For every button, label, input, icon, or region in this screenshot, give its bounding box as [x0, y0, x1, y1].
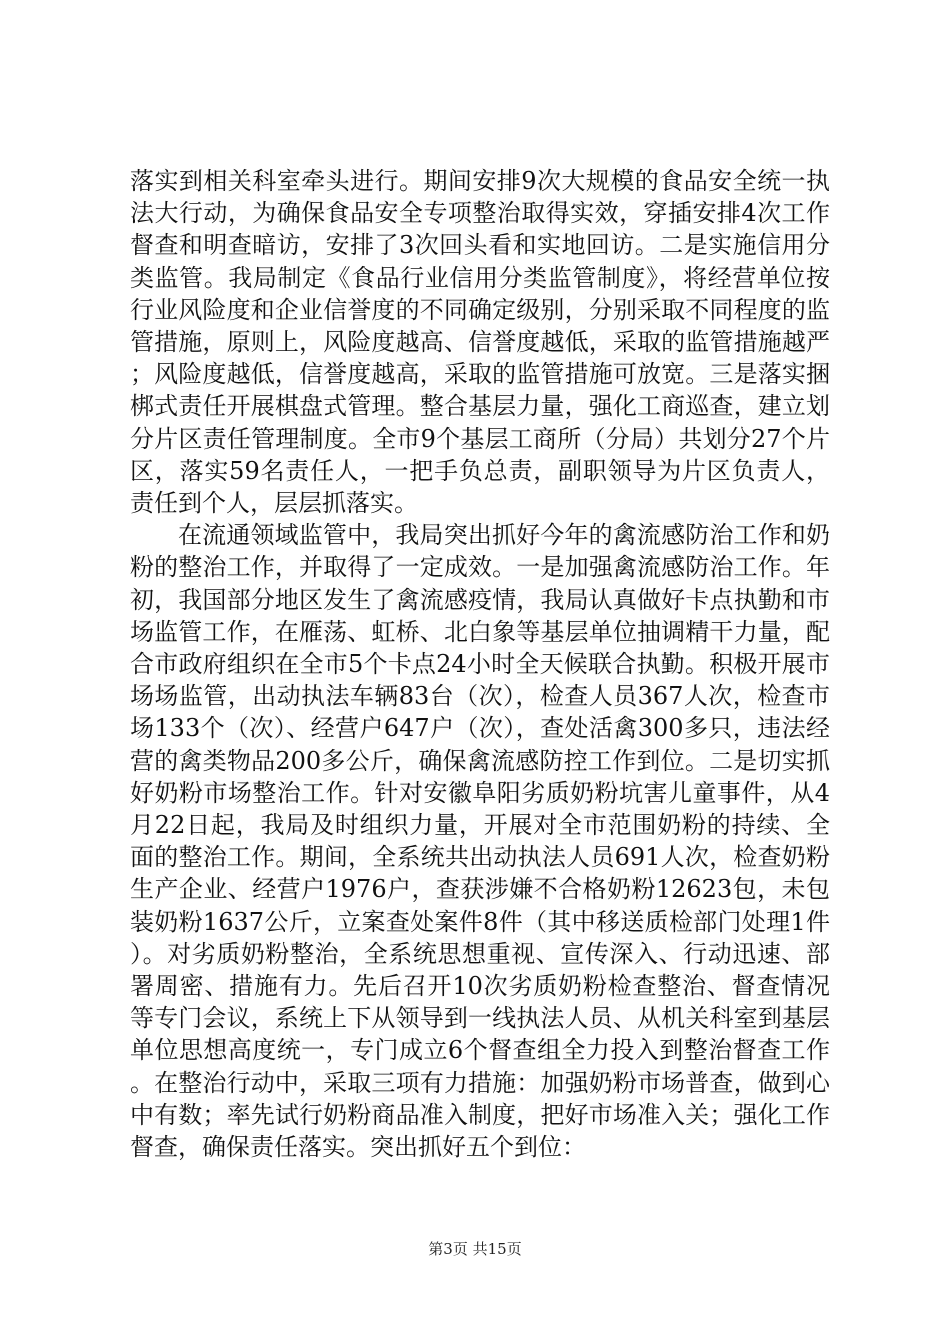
page-footer: 第3页 共15页: [428, 1240, 522, 1258]
paragraph-circulation-supervision: 在流通领域监管中，我局突出抓好今年的禽流感防治工作和奶粉的整治工作，并取得了一定成效。一是加强禽流感防治工作。年初，我国部分地区发生了禽流感疫情，我局认真做好卡点执勤和市场监管工作，在雁荡、虹桥、北白象等基层单位抽调精干力量，配合市政府组织在全市5个卡点24小时全天候联合执勤。积极开展市场场监管，出动执法车辆83台（次），检查人员367人次，检查市场133个（次）、经营户647户（次），查处活禽300多只，违法经营的禽类物品200多公斤，确保禽流感防控工作到位。二是切实抓好奶粉市场整治工作。针对安徽阜阳劣质奶粉坑害儿童事件，从4月22日起，我局及时组织力量，开展对全市范围奶粉的持续、全面的整治工作。期间，全系统共出动执法人员691人次，检查奶粉生产企业、经营户1976户，查获涉嫌不合格奶粉12623包，未包装奶粉1637公斤，立案查处案件8件（其中移送质检部门处理1件）。对劣质奶粉整治，全系统思想重视、宣传深入、行动迅速、部署周密、措施有力。先后召开10次劣质奶粉检查整治、督查情况等专门会议，系统上下从领导到一线执法人员、从机关科室到基层单位思想高度统一，专门成立6个督查组全力投入到整治督查工作。在整治行动中，采取三项有力措施：加强奶粉市场普查，做到心中有数；率先试行奶粉商品准入制度，把好市场准入关；强化工作督查，确保责任落实。突出抓好五个到位：: [130, 521, 830, 1162]
paragraph-continuation: 落实到相关科室牵头进行。期间安排9次大规模的食品安全统一执法大行动，为确保食品安全专项整治取得实效，穿插安排4次工作督查和明查暗访，安排了3次回头看和实地回访。二是实施信用分类监管。我局制定《食品行业信用分类监管制度》，将经营单位按行业风险度和企业信誉度的不同确定级别，分别采取不同程度的监管措施，原则上，风险度越高、信誉度越低，采取的监管措施越严；风险度越低，信誉度越高，采取的监管措施可放宽。三是落实捆梆式责任开展棋盘式管理。整合基层力量，强化工商巡查，建立划分片区责任管理制度。全市9个基层工商所（分局）共划分27个片区，落实59名责任人，一把手负总责，副职领导为片区负责人，责任到个人，层层抓落实。: [130, 167, 830, 518]
document-body: [130, 165, 830, 1163]
